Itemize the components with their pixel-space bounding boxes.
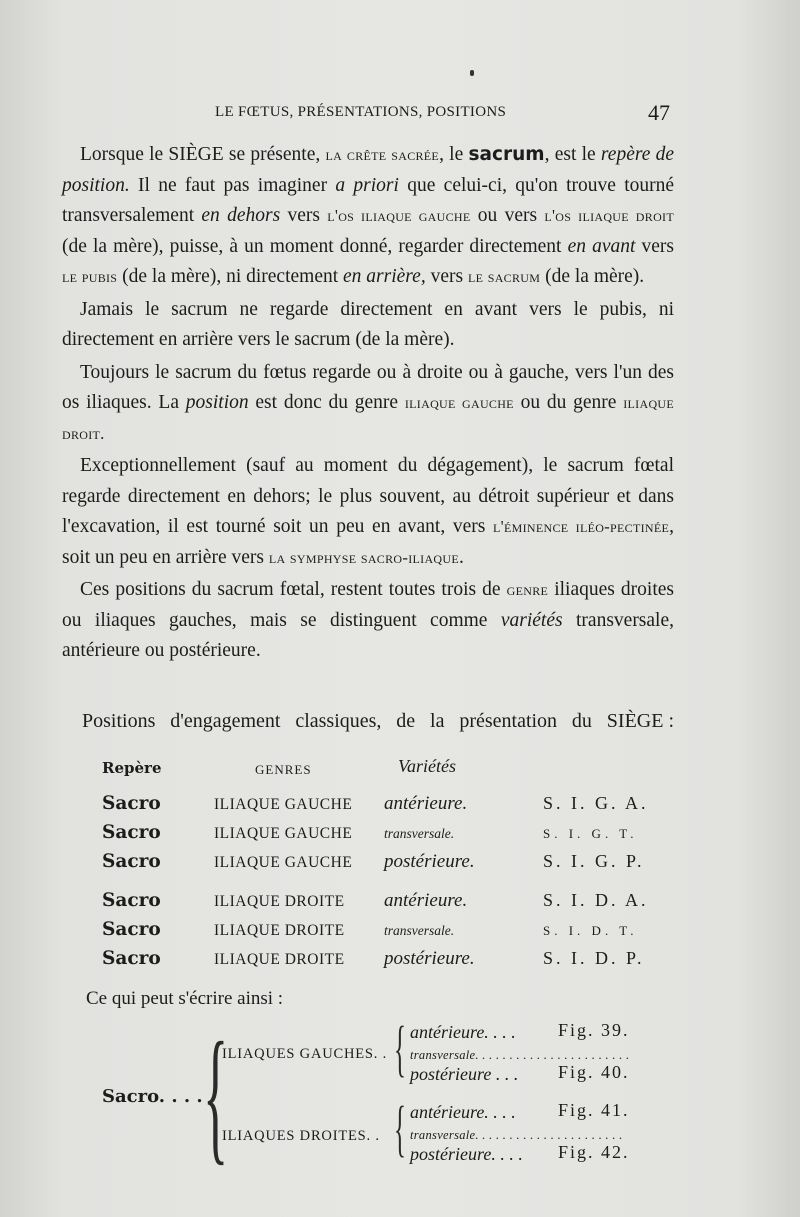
genre-cell: ILIAQUE GAUCHE <box>214 825 353 842</box>
page-number: 47 <box>648 100 670 125</box>
variete-cell: antérieure. <box>384 793 468 814</box>
positions-title <box>82 710 674 733</box>
small-caps-term: l'os iliaque gauche <box>327 206 471 225</box>
abbr-cell: S. I. D. A. <box>543 890 649 910</box>
text-run: que celui-ci, qu'on trouve tourné transversalement <box>62 174 675 226</box>
fig-42: Fig. 42. <box>558 1142 630 1162</box>
italic-term: a priori <box>335 174 399 196</box>
repere-cell: Sacro <box>102 890 161 911</box>
summary-sacro: Sacro. . . . <box>102 1086 203 1107</box>
abbr-cell: S. I. G. T. <box>543 826 638 841</box>
repere-cell: Sacro <box>102 919 161 940</box>
title-word: la <box>430 710 445 732</box>
genre-cell: ILIAQUE DROITE <box>214 951 345 968</box>
big-brace: { <box>203 1012 229 1178</box>
variete-cell: antérieure. <box>384 890 468 911</box>
text-run: ou vers <box>470 205 545 226</box>
genre-cell: ILIAQUE DROITE <box>214 922 345 939</box>
genre-cell: ILIAQUE GAUCHE <box>214 854 353 871</box>
paragraph-4 <box>62 451 674 573</box>
title-word: d'engagement <box>170 710 281 732</box>
summary-table <box>0 1012 800 1178</box>
small-caps-term: la crête sacrée <box>325 145 440 164</box>
text-run: (de la mère), puisse, à un moment donné, regarder directement <box>62 235 568 257</box>
ink-speck <box>470 70 474 76</box>
italic-term: en avant <box>567 235 636 257</box>
italic-term: en dehors <box>201 205 281 226</box>
paragraph-1 <box>62 140 674 293</box>
italic-term: position <box>185 392 249 413</box>
text-run: est donc du genre <box>248 392 405 413</box>
text-run: Exceptionnellement (sauf au moment du dégagement), le sacrum fœtal regarde directement en dehors; le plus souvent, au détroit supérieur et dans l'excavation, il est tourné soit un peu en avant, vers <box>62 455 674 537</box>
group-droites-label: ILIAQUES DROITES. . <box>222 1128 380 1144</box>
gauches-transversale: transversale. . . . . . . . . . . . . . . . . . . . . . . <box>410 1048 630 1062</box>
text-run: Toujours le sacrum du fœtus regarde ou à droite ou à gauche, vers l'un des os iliaques. La <box>62 361 674 413</box>
text-run: ou du genre <box>513 392 624 413</box>
text-run: vers <box>280 205 328 226</box>
text-run: , est le <box>544 144 601 165</box>
abbr-cell: S. I. G. P. <box>543 851 645 871</box>
text-run: transversale, antérieure ou postérieure. <box>62 609 675 661</box>
small-caps-term: le sacrum <box>467 267 541 286</box>
header-genres: GENRES <box>255 762 312 777</box>
variete-cell: transversale. <box>384 923 455 938</box>
text-run: vers <box>635 235 674 257</box>
title-word: Positions <box>82 710 156 732</box>
fig-39: Fig. 39. <box>558 1020 630 1040</box>
header-repere: Repère <box>102 759 162 777</box>
fig-41: Fig. 41. <box>558 1100 630 1120</box>
paragraph-3 <box>62 358 674 450</box>
title-word: du <box>571 710 592 732</box>
small-caps-term: iliaque droit. <box>62 393 675 443</box>
italic-term: repère de position. <box>62 144 675 196</box>
fig-40: Fig. 40. <box>558 1062 630 1082</box>
gauches-anterieure: antérieure. . . . <box>410 1022 516 1042</box>
repere-cell: Sacro <box>102 822 161 843</box>
text-run: (de la mère), ni directement <box>117 266 344 287</box>
abbr-cell: S. I. G. A. <box>543 793 649 813</box>
variete-cell: postérieure. <box>384 851 475 872</box>
text-run: , le <box>439 144 469 165</box>
running-head: LE FŒTUS, PRÉSENTATIONS, POSITIONS <box>215 104 507 120</box>
variete-cell: postérieure. <box>384 948 475 969</box>
abbr-cell: S. I. D. P. <box>543 948 645 968</box>
title-word: de <box>396 710 416 732</box>
paragraph-2: Jamais le sacrum ne regarde directement en avant vers le pubis, ni directement en arrière vers le sacrum (de la mère). <box>62 298 674 350</box>
italic-term: variétés <box>500 609 563 631</box>
droites-transversale: transversale. . . . . . . . . . . . . . . . . . . . . . <box>410 1128 623 1142</box>
text-run: . <box>459 546 464 568</box>
brace-droites: { <box>394 1095 406 1163</box>
small-caps-term: le pubis <box>62 267 118 286</box>
droites-anterieure: antérieure. . . . <box>410 1102 516 1122</box>
bold-term: sacrum <box>468 144 545 165</box>
repere-cell: Sacro <box>102 793 161 814</box>
paragraph-5 <box>62 575 674 667</box>
small-caps-term: l'os iliaque droit <box>544 206 674 225</box>
text-run: vers <box>425 266 468 287</box>
small-caps-term: genre <box>506 580 549 599</box>
small-caps-term: iliaque gauche <box>404 393 514 412</box>
repere-cell: Sacro <box>102 948 161 969</box>
summary-intro: Ce qui peut s'écrire ainsi : <box>86 988 284 1009</box>
text-run: Il ne faut pas imaginer <box>129 174 336 196</box>
page-header <box>0 100 800 130</box>
genre-cell: ILIAQUE GAUCHE <box>214 796 353 813</box>
title-word: présentation <box>459 710 558 732</box>
italic-term: en arrière, <box>343 266 426 287</box>
genre-cell: ILIAQUE DROITE <box>214 893 345 910</box>
title-word: SIÈGE : <box>606 710 674 732</box>
text-run: iliaques droites ou iliaques gauches, mais se distinguent comme <box>62 579 674 631</box>
header-varietes: Variétés <box>398 756 456 776</box>
body-text <box>62 140 674 669</box>
abbr-cell: S. I. D. T. <box>543 923 638 938</box>
text-run: (de la mère). <box>540 266 645 287</box>
gauches-posterieure: postérieure . . . <box>410 1064 519 1084</box>
repere-cell: Sacro <box>102 851 161 872</box>
brace-gauches: { <box>394 1015 406 1083</box>
text-run: Ces positions du sacrum fœtal, restent toutes trois de <box>80 579 507 600</box>
group-gauches-label: ILIAQUES GAUCHES. . <box>222 1046 388 1062</box>
title-word: classiques, <box>295 710 382 732</box>
text-run: Lorsque le SIÈGE se présente, <box>80 144 326 165</box>
small-caps-term: la symphyse sacro-iliaque <box>268 547 459 567</box>
text-run: , soit un peu en arrière vers <box>62 516 674 568</box>
droites-posterieure: postérieure. . . . <box>410 1144 523 1164</box>
variete-cell: transversale. <box>384 826 455 841</box>
small-caps-term: l'éminence iléo-pectinée <box>493 517 670 536</box>
